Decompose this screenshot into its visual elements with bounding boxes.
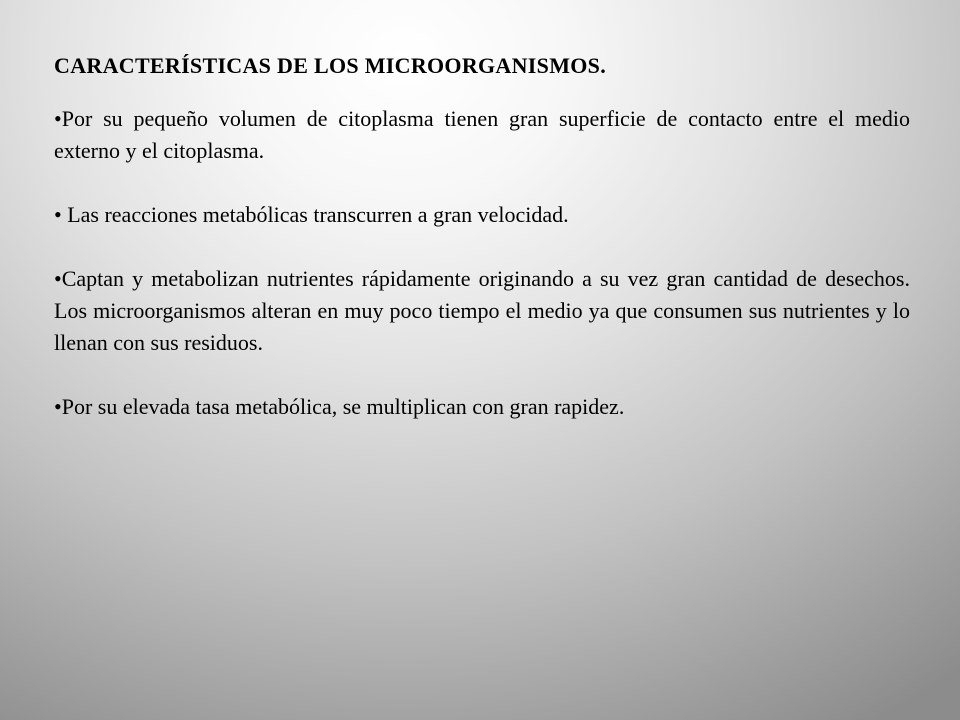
bullet-list bbox=[54, 103, 910, 423]
slide-title: CARACTERÍSTICAS DE LOS MICROORGANISMOS. bbox=[54, 53, 607, 78]
bullet-item bbox=[54, 391, 910, 423]
bullet-text: Las reacciones metabólicas transcurren a gran velocidad. bbox=[61, 201, 569, 227]
bullet-marker: • bbox=[54, 105, 62, 131]
bullet-marker: • bbox=[54, 265, 62, 291]
bullet-text: Captan y metabolizan nutrientes rápidamente originando a su vez gran cantidad de desechos. Los microorganismos alteran en muy poco tiempo el medio ya que consumen sus nutrientes y lo llenan con sus residuos. bbox=[54, 265, 910, 355]
slide-content bbox=[54, 52, 910, 455]
bullet-item bbox=[54, 199, 910, 231]
bullet-text: Por su elevada tasa metabólica, se multiplican con gran rapidez. bbox=[61, 393, 625, 419]
bullet-text: Por su pequeño volumen de citoplasma tienen gran superficie de contacto entre el medio externo y el citoplasma. bbox=[54, 105, 910, 163]
bullet-marker: • bbox=[54, 201, 62, 227]
bullet-item bbox=[54, 263, 910, 359]
bullet-item bbox=[54, 103, 910, 167]
bullet-marker: • bbox=[54, 393, 62, 419]
